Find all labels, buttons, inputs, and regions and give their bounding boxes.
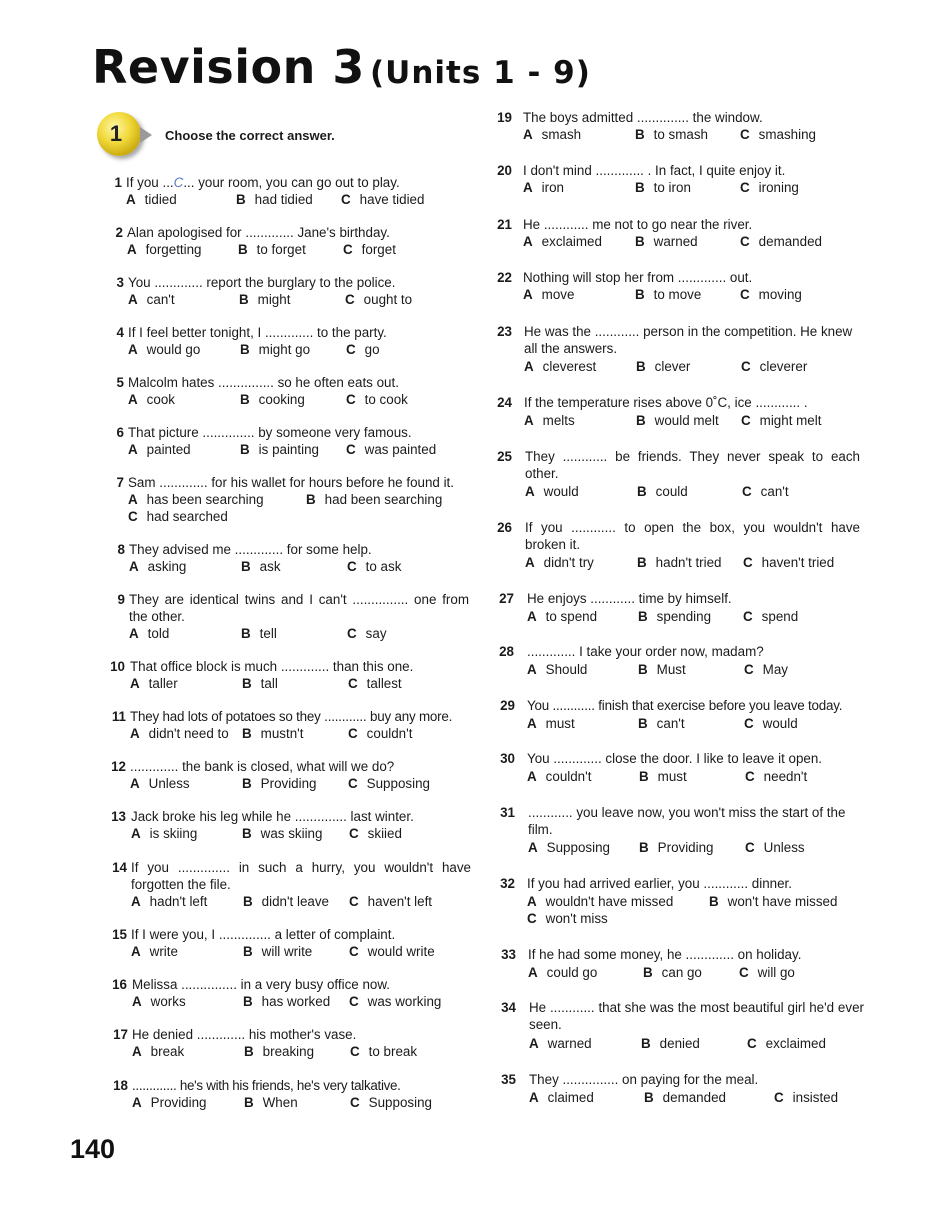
- question-text: You ............ finish that exercise before you leave today.: [527, 698, 843, 713]
- question-text: Malcolm hates ............... so he often eats out.: [128, 375, 399, 390]
- question-text: ............. I take your order now, madam?: [527, 644, 764, 659]
- question-number: 32: [500, 876, 515, 891]
- answer-options: [527, 768, 869, 785]
- option-c[interactable]: C haven't tried: [743, 555, 835, 570]
- option-a[interactable]: A would: [525, 484, 579, 499]
- answer-options: [128, 341, 473, 358]
- question-text: If he had some money, he ............. on holiday.: [528, 947, 802, 962]
- answer-options: [127, 241, 472, 258]
- question-text: If you .............. in such a hurry, you wouldn't have forgotten the file.: [131, 860, 471, 892]
- question-text: If you ............ to open the box, you wouldn't have broken it.: [525, 520, 860, 552]
- page-title: [92, 40, 591, 94]
- question-11: [104, 708, 479, 742]
- exercise-number-badge: [97, 112, 141, 156]
- question-number: 15: [112, 927, 127, 942]
- answer-options: [523, 233, 865, 250]
- answer-options: [524, 358, 866, 375]
- question-text: Sam ............. for his wallet for hours before he found it.: [128, 475, 454, 490]
- question-14: [105, 859, 480, 910]
- question-number: 29: [500, 698, 515, 713]
- option-a[interactable]: A Should: [527, 662, 588, 677]
- answer-options: [130, 675, 475, 692]
- question-3: [102, 274, 477, 308]
- question-text: If you had arrived earlier, you ............ dinner.: [527, 876, 792, 891]
- option-c[interactable]: C won't miss: [527, 911, 608, 926]
- answer-options: [527, 661, 869, 678]
- question-number: 8: [117, 542, 125, 557]
- option-c[interactable]: C can't: [742, 484, 789, 499]
- option-a[interactable]: A couldn't: [527, 769, 592, 784]
- question-4: [102, 324, 477, 358]
- option-c[interactable]: C was working: [349, 994, 442, 1009]
- question-text: Melissa ............... in a very busy office now.: [132, 977, 390, 992]
- option-c[interactable]: C to ask: [347, 559, 402, 574]
- option-c[interactable]: C ought to: [345, 292, 413, 307]
- option-a[interactable]: A told: [129, 626, 170, 641]
- option-c[interactable]: C demanded: [740, 234, 822, 249]
- option-a[interactable]: A break: [132, 1044, 185, 1059]
- option-a[interactable]: A to spend: [527, 609, 598, 624]
- question-number: 34: [501, 1000, 516, 1015]
- answer-options: [132, 1043, 477, 1060]
- option-a[interactable]: A asking: [129, 559, 187, 574]
- option-a[interactable]: A would go: [128, 342, 201, 357]
- question-5: [102, 374, 477, 408]
- page-number: 140: [70, 1134, 116, 1164]
- question-number: 14: [112, 860, 127, 875]
- option-b[interactable]: B must: [639, 769, 687, 784]
- question-text: The boys admitted .............. the window.: [523, 110, 763, 125]
- question-number: 7: [116, 475, 124, 490]
- option-c[interactable]: C will go: [739, 965, 795, 980]
- option-a[interactable]: A Providing: [132, 1095, 207, 1110]
- title-main: Revision 3: [92, 40, 365, 94]
- question-2: [101, 224, 476, 258]
- answer-options: [129, 558, 474, 575]
- question-text: He ............ me not to go near the river.: [523, 217, 753, 232]
- option-b[interactable]: B demanded: [644, 1090, 726, 1105]
- question-26: [490, 519, 870, 570]
- option-b[interactable]: B mustn't: [242, 726, 304, 741]
- answer-options: [126, 191, 471, 208]
- question-number: 33: [501, 947, 516, 962]
- option-c[interactable]: C might melt: [741, 413, 822, 428]
- option-a[interactable]: A didn't need to: [130, 726, 229, 741]
- option-b[interactable]: B clever: [636, 359, 691, 374]
- question-8: [103, 541, 478, 575]
- option-a[interactable]: A smash: [523, 127, 582, 142]
- option-c[interactable]: C cleverer: [741, 359, 808, 374]
- answer-options: [525, 483, 867, 500]
- answer-options: [524, 412, 866, 429]
- question-text: [126, 174, 471, 191]
- question-30: [493, 750, 873, 784]
- answer-options-line2: [527, 910, 869, 927]
- badge-arrow-icon: [140, 127, 152, 143]
- answer-options: [527, 715, 869, 732]
- question-number: 22: [497, 270, 512, 285]
- title-units: (Units 1 - 9): [370, 55, 591, 91]
- option-a[interactable]: A painted: [128, 442, 191, 457]
- option-a[interactable]: A tidied: [126, 192, 177, 207]
- question-number: 28: [499, 644, 514, 659]
- option-a[interactable]: A taller: [130, 676, 178, 691]
- option-c[interactable]: C was painted: [346, 442, 437, 457]
- answer-options: [132, 1094, 477, 1111]
- question-text-before: If you ...: [126, 175, 174, 190]
- answer-options: [523, 126, 865, 143]
- option-c[interactable]: C exclaimed: [747, 1036, 826, 1051]
- answer-options: [128, 491, 473, 508]
- question-text: They had lots of potatoes so they ............ buy any more.: [130, 709, 453, 724]
- question-27: [492, 590, 872, 624]
- option-b[interactable]: B to smash: [635, 127, 708, 142]
- option-c[interactable]: C Unless: [745, 840, 805, 855]
- answer-options: [523, 179, 865, 196]
- question-number: 18: [113, 1078, 128, 1093]
- question-number: 3: [116, 275, 124, 290]
- answer-options-line2: [128, 508, 473, 525]
- question-text: That picture .............. by someone very famous.: [128, 425, 412, 440]
- question-number: 4: [116, 325, 124, 340]
- question-number: 23: [497, 324, 512, 339]
- question-text-after: ... your room, you can go out to play.: [183, 175, 400, 190]
- option-b[interactable]: B didn't leave: [243, 894, 329, 909]
- question-text: You ............. report the burglary to the police.: [128, 275, 396, 290]
- option-c[interactable]: C skiied: [349, 826, 402, 841]
- option-c[interactable]: C insisted: [774, 1090, 839, 1105]
- question-12: [104, 758, 479, 792]
- option-b[interactable]: B can go: [643, 965, 702, 980]
- option-b[interactable]: B spending: [638, 609, 712, 624]
- option-a[interactable]: A can't: [128, 292, 175, 307]
- option-c[interactable]: C haven't left: [349, 894, 433, 909]
- option-a[interactable]: A move: [523, 287, 575, 302]
- question-15: [105, 926, 480, 960]
- option-b[interactable]: B is painting: [240, 442, 319, 457]
- option-b[interactable]: B cooking: [240, 392, 305, 407]
- answer-options: [528, 839, 870, 856]
- question-text: Jack broke his leg while he .............. last winter.: [131, 809, 414, 824]
- option-b[interactable]: B might: [239, 292, 291, 307]
- answer-options: [527, 893, 869, 910]
- option-c[interactable]: C couldn't: [348, 726, 413, 741]
- option-a[interactable]: A iron: [523, 180, 565, 195]
- question-text: ............ you leave now, you won't miss the start of the film.: [528, 805, 846, 837]
- question-19: [490, 109, 870, 143]
- option-c[interactable]: C smashing: [740, 127, 816, 142]
- question-text: They ............ be friends. They never speak to each other.: [525, 449, 860, 481]
- option-b[interactable]: B had tidied: [236, 192, 313, 207]
- exercise-number: 1: [109, 121, 123, 146]
- option-c[interactable]: C tallest: [348, 676, 402, 691]
- option-b[interactable]: B won't have missed: [709, 894, 838, 909]
- option-b[interactable]: B tell: [241, 626, 277, 641]
- option-b[interactable]: B has worked: [243, 994, 331, 1009]
- question-number: 11: [111, 709, 126, 724]
- option-c[interactable]: C May: [744, 662, 788, 677]
- option-b[interactable]: B Must: [638, 662, 686, 677]
- question-text: They are identical twins and I can't ............... one from the other.: [129, 592, 469, 624]
- question-35: [494, 1071, 874, 1105]
- question-number: 26: [497, 520, 512, 535]
- answer-options: [128, 391, 473, 408]
- option-b[interactable]: B denied: [641, 1036, 700, 1051]
- option-c[interactable]: C to cook: [346, 392, 408, 407]
- option-b[interactable]: B tall: [242, 676, 278, 691]
- option-a[interactable]: A write: [131, 944, 178, 959]
- option-b[interactable]: B Providing: [242, 776, 317, 791]
- question-number: 21: [497, 217, 512, 232]
- question-16: [105, 976, 480, 1010]
- option-b[interactable]: B could: [637, 484, 688, 499]
- question-text: If I were you, I .............. a letter of complaint.: [131, 927, 396, 942]
- option-c[interactable]: C go: [346, 342, 380, 357]
- option-c[interactable]: C forget: [343, 242, 396, 257]
- option-a[interactable]: A hadn't left: [131, 894, 208, 909]
- answer-options: [528, 964, 870, 981]
- option-a[interactable]: A works: [132, 994, 186, 1009]
- handwritten-answer: C: [173, 175, 184, 190]
- option-c[interactable]: C moving: [740, 287, 802, 302]
- question-34: [494, 999, 874, 1050]
- question-number: 10: [110, 659, 125, 674]
- option-b[interactable]: B to move: [635, 287, 702, 302]
- option-a[interactable]: A melts: [524, 413, 575, 428]
- question-number: 5: [116, 375, 124, 390]
- answer-options: [129, 625, 474, 642]
- question-number: 35: [501, 1072, 516, 1087]
- option-b[interactable]: B ask: [241, 559, 281, 574]
- question-number: 25: [497, 449, 512, 464]
- option-c[interactable]: C ironing: [740, 180, 799, 195]
- question-number: 13: [111, 809, 126, 824]
- option-a[interactable]: A wouldn't have missed: [527, 894, 674, 909]
- question-number: 27: [499, 591, 514, 606]
- option-a[interactable]: A has been searching: [128, 492, 264, 507]
- answer-options: [131, 825, 476, 842]
- option-b[interactable]: B would melt: [636, 413, 719, 428]
- question-number: 30: [500, 751, 515, 766]
- question-number: 17: [113, 1027, 128, 1042]
- question-32: [493, 875, 873, 926]
- question-text: ............. he's with his friends, he's very talkative.: [132, 1078, 401, 1093]
- question-number: 31: [500, 805, 515, 820]
- option-b[interactable]: B had been searching: [306, 492, 443, 507]
- option-c[interactable]: C needn't: [745, 769, 808, 784]
- question-number: 24: [497, 395, 512, 410]
- option-c[interactable]: C have tidied: [341, 192, 425, 207]
- question-25: [490, 448, 870, 499]
- question-33: [494, 946, 874, 980]
- answer-options: [131, 943, 476, 960]
- question-text: You ............. close the door. I like to leave it open.: [527, 751, 823, 766]
- question-text: They ............... on paying for the meal.: [529, 1072, 759, 1087]
- answer-options: [527, 608, 869, 625]
- question-23: [490, 323, 870, 374]
- question-number: 1: [114, 175, 122, 190]
- question-text: Nothing will stop her from ............. out.: [523, 270, 753, 285]
- question-number: 19: [497, 110, 512, 125]
- option-b[interactable]: B was skiing: [242, 826, 323, 841]
- option-c[interactable]: C Supposing: [348, 776, 430, 791]
- option-a[interactable]: A didn't try: [525, 555, 594, 570]
- question-24: [490, 394, 870, 428]
- option-b[interactable]: B hadn't tried: [637, 555, 722, 570]
- question-text: He enjoys ............ time by himself.: [527, 591, 732, 606]
- question-6: [102, 424, 477, 458]
- question-18: [106, 1077, 481, 1111]
- option-b[interactable]: B will write: [243, 944, 313, 959]
- answer-options: [525, 554, 867, 571]
- option-a[interactable]: A must: [527, 716, 575, 731]
- option-a[interactable]: A cleverest: [524, 359, 597, 374]
- option-b[interactable]: B to forget: [238, 242, 306, 257]
- answer-options: [130, 725, 475, 742]
- question-number: 9: [117, 592, 125, 607]
- option-a[interactable]: A Unless: [130, 776, 190, 791]
- option-b[interactable]: B breaking: [244, 1044, 315, 1059]
- option-a[interactable]: A forgetting: [127, 242, 202, 257]
- question-10: [103, 658, 478, 692]
- exercise-instruction: Choose the correct answer.: [165, 128, 335, 143]
- question-text: He was the ............ person in the competition. He knew all the answers.: [524, 324, 853, 356]
- option-a[interactable]: A exclaimed: [523, 234, 602, 249]
- question-31: [493, 804, 873, 855]
- option-b[interactable]: B might go: [240, 342, 311, 357]
- answer-options: [131, 893, 476, 910]
- answer-options: [529, 1035, 871, 1052]
- question-text: ............. the bank is closed, what will we do?: [130, 759, 395, 774]
- question-text: He ............ that she was the most beautiful girl he'd ever seen.: [529, 1000, 864, 1032]
- option-b[interactable]: B warned: [635, 234, 698, 249]
- answer-options: [128, 441, 473, 458]
- option-a[interactable]: A is skiing: [131, 826, 198, 841]
- option-a[interactable]: A warned: [529, 1036, 592, 1051]
- option-b[interactable]: B can't: [638, 716, 685, 731]
- option-a[interactable]: A claimed: [529, 1090, 594, 1105]
- answer-options: [529, 1089, 871, 1106]
- question-number: 20: [497, 163, 512, 178]
- answer-options: [128, 291, 473, 308]
- option-b[interactable]: B When: [244, 1095, 298, 1110]
- option-b[interactable]: B to iron: [635, 180, 691, 195]
- option-c[interactable]: C say: [347, 626, 387, 641]
- option-a[interactable]: A could go: [528, 965, 598, 980]
- option-c[interactable]: C had searched: [128, 509, 228, 524]
- question-text: They advised me ............. for some help.: [129, 542, 372, 557]
- question-number: 6: [116, 425, 124, 440]
- question-21: [490, 216, 870, 250]
- question-1: [100, 174, 475, 208]
- question-text: That office block is much ............. than this one.: [130, 659, 414, 674]
- question-29: [493, 697, 873, 731]
- question-number: 16: [112, 977, 127, 992]
- answer-options: [130, 775, 475, 792]
- answer-options: [523, 286, 865, 303]
- question-text: I don't mind ............. . In fact, I quite enjoy it.: [523, 163, 786, 178]
- answer-options: [132, 993, 477, 1010]
- option-b[interactable]: B Providing: [639, 840, 714, 855]
- question-text: He denied ............. his mother's vase.: [132, 1027, 357, 1042]
- option-c[interactable]: C would write: [349, 944, 435, 959]
- question-7: [102, 474, 477, 525]
- option-c[interactable]: C Supposing: [350, 1095, 432, 1110]
- option-c[interactable]: C spend: [743, 609, 799, 624]
- question-22: [490, 269, 870, 303]
- question-text: Alan apologised for ............. Jane's birthday.: [127, 225, 390, 240]
- question-17: [106, 1026, 481, 1060]
- option-c[interactable]: C would: [744, 716, 798, 731]
- question-text: If the temperature rises above 0˚C, ice ............ .: [524, 395, 808, 410]
- question-28: [492, 643, 872, 677]
- question-9: [103, 591, 478, 642]
- option-a[interactable]: A Supposing: [528, 840, 610, 855]
- question-number: 12: [111, 759, 126, 774]
- option-a[interactable]: A cook: [128, 392, 175, 407]
- option-c[interactable]: C to break: [350, 1044, 418, 1059]
- question-number: 2: [115, 225, 123, 240]
- question-20: [490, 162, 870, 196]
- question-13: [104, 808, 479, 842]
- question-text: If I feel better tonight, I ............. to the party.: [128, 325, 387, 340]
